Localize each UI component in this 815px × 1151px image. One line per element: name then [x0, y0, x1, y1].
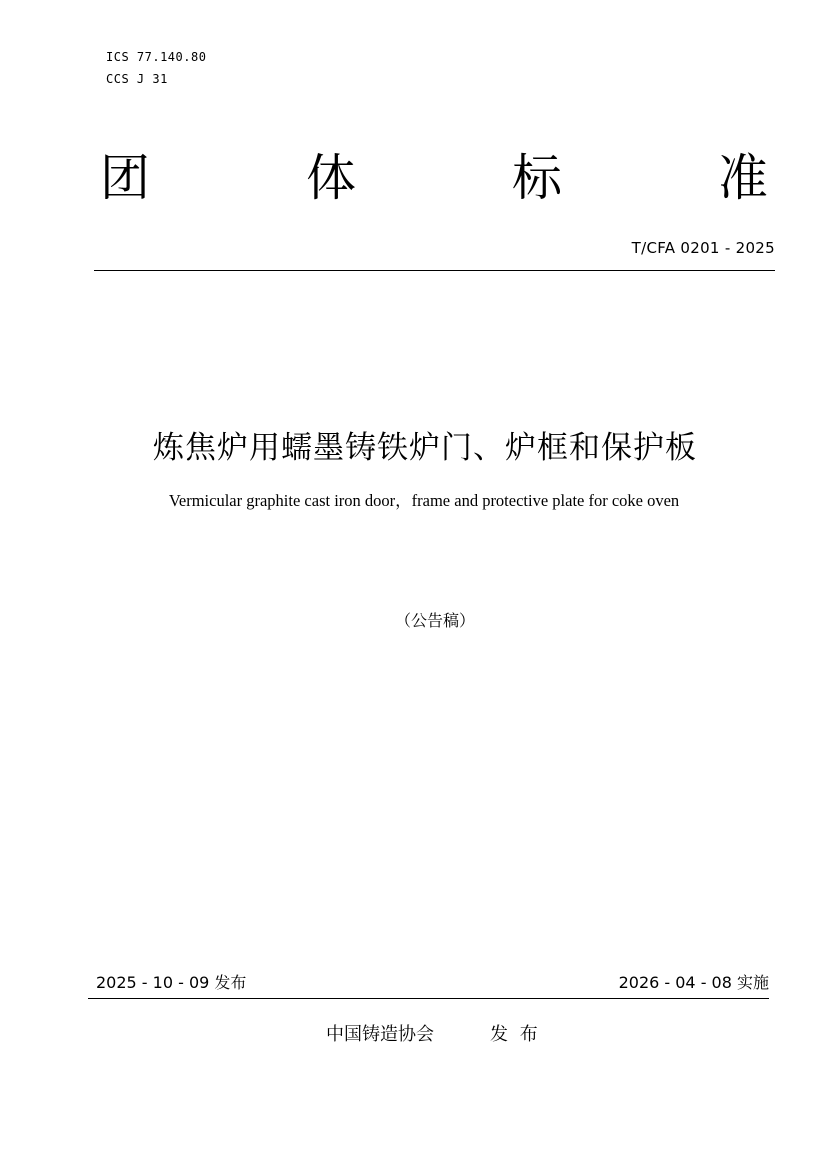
publisher-name: 中国铸造协会 — [326, 1024, 434, 1045]
document-title-english: Vermicular graphite cast iron door，frame and protective plate for coke oven — [168, 491, 680, 510]
classification-codes — [106, 46, 206, 90]
ccs-code: CCS J 31 — [106, 72, 168, 86]
ics-code: ICS 77.140.80 — [106, 50, 207, 64]
document-title-chinese: 炼焦炉用蠕墨铸铁炉门、炉框和保护板 — [153, 430, 697, 466]
standard-type-char-4: 准 — [718, 149, 768, 207]
standard-type-char-1: 团 — [100, 149, 150, 207]
standard-type-char-2: 体 — [306, 149, 356, 207]
footer-divider — [88, 998, 769, 999]
implementation-date: 2026 - 04 - 08 实施 — [618, 973, 769, 992]
draft-status: （公告稿） — [394, 611, 475, 630]
publish-date: 2025 - 10 - 09 发布 — [96, 973, 247, 992]
standard-type-char-3: 标 — [512, 149, 562, 207]
header-divider — [94, 270, 775, 271]
publisher-action: 发 布 — [490, 1024, 538, 1045]
standard-number: T/CFA 0201 - 2025 — [631, 239, 775, 257]
